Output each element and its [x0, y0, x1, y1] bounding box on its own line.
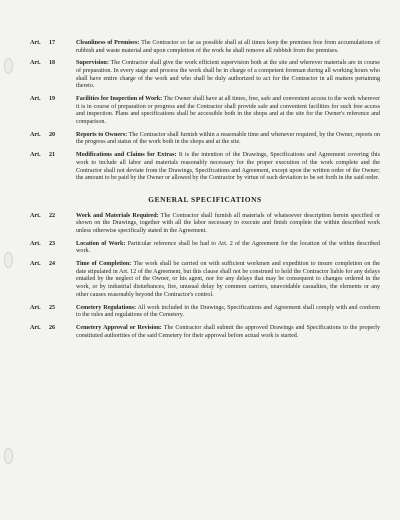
articles-bottom-list [30, 213, 380, 341]
article-18 [30, 60, 380, 90]
article-body [76, 305, 380, 320]
article-label-prefix: Art. [30, 212, 41, 219]
article-text: It is the intention of the Drawings, Specifications and Agreement covering this work to include all labor and materials reasonably necessary for the proper execution of the work complete and the Contractor shall not deviate from the Drawings, Specifications and Agreement, except upon the written order of the Owner; the amount to be paid by the Owner or allowed by the Contractor by virtue of such deviation to be set forth in the said order. [76, 152, 380, 182]
article-label-prefix: Art. [30, 304, 41, 311]
article-text: The Contractor so far as possible shall at all times keep the premises free from accumulations of rubbish and waste material and upon completion of the work he shall remove all rubbish from the premises. [76, 40, 380, 54]
article-label [30, 96, 76, 104]
article-text: Particular reference shall be had to Art. 2 of the Agreement for the location of the within described work. [76, 240, 380, 255]
article-body [76, 96, 380, 126]
document-body [30, 40, 380, 345]
punch-hole-mark [4, 58, 13, 74]
article-label-prefix: Art. [30, 261, 41, 268]
article-20 [30, 132, 380, 147]
article-title: Location of Work: [76, 240, 126, 247]
article-number: 19 [49, 96, 56, 103]
article-number: 21 [49, 152, 56, 159]
section-heading: GENERAL SPECIFICATIONS [148, 194, 262, 204]
article-text: The work shall be carried on with sufficient workmen and expedition to insure completion on the date stipulated in Art. 12 of the Agreement, but this clause shall not be construed to hold the Contractor liable for any delays entailed by the neglect of the Owner, or his agent, nor for any delays that may be consequent to changes ordered in the work, or by industrial disturbances, fire, unusual delay by common carriers, unavoidable casualties, the elements or any other causes reasonably beyond the Contractor's control. [76, 261, 380, 298]
article-body [76, 40, 380, 55]
article-22 [30, 213, 380, 236]
article-title: Reports to Owners: [76, 131, 128, 138]
article-label [30, 241, 76, 249]
article-body [76, 213, 380, 236]
article-body [76, 241, 380, 256]
article-19 [30, 96, 380, 126]
article-text: The Contractor shall furnish all materials of whatsoever description herein specified or shown on the Drawings, together with all the labor necessary to execute and finish complete the within described work unless otherwise specifically stated in the Agreement. [76, 212, 380, 234]
article-number: 24 [49, 261, 56, 268]
article-number: 22 [49, 212, 56, 219]
article-label-prefix: Art. [30, 325, 41, 331]
article-body [76, 261, 380, 299]
article-body [76, 132, 380, 147]
article-label-prefix: Art. [30, 152, 41, 159]
article-text: The Contractor shall furnish within a reasonable time and whenever required, by the Owner, reports on the progress and status of the work both in the shops and at the site. [76, 131, 380, 146]
article-text: The Owner shall have at all times, free, safe and convenient access to the work wherever it is in course of preparation or progress and the Contractor shall provide safe and convenient facilities for such free access and inspection. Plans and specifications shall be accessible both in the shops and at the site for the Owner's reference and comparison. [76, 96, 380, 125]
article-label-prefix: Art. [30, 240, 41, 247]
article-label-prefix: Art. [30, 40, 41, 46]
article-body [76, 152, 380, 182]
article-label [30, 261, 76, 269]
article-26 [30, 325, 380, 340]
article-number: 23 [49, 240, 56, 247]
article-label [30, 60, 76, 68]
article-label-prefix: Art. [30, 131, 41, 138]
article-number: 25 [49, 304, 56, 311]
article-number: 17 [49, 40, 56, 46]
article-title: Cemetery Regulations: [76, 304, 137, 311]
article-21 [30, 152, 380, 182]
article-title: Cleanliness of Premises: [76, 40, 140, 46]
article-title: Facilities for Inspection of Work: [76, 96, 163, 103]
article-label [30, 40, 76, 48]
punch-hole-mark [4, 252, 13, 268]
article-text: All work included in the Drawings, Specifications and Agreement shall comply with and conform to the rules and regulations of the Cemetery. [76, 304, 380, 319]
article-text: The Contractor shall submit the approved Drawings and Specifications to the properly constituted authorities of the said Cemetery for their approval before actual work is started. [76, 325, 381, 339]
article-25 [30, 305, 380, 320]
article-title: Work and Materials Required: [76, 212, 159, 219]
article-23 [30, 241, 380, 256]
article-body [76, 325, 380, 340]
article-label [30, 213, 76, 221]
article-body [76, 60, 380, 90]
article-label [30, 305, 76, 313]
article-number: 26 [49, 325, 56, 331]
article-number: 20 [49, 131, 56, 138]
article-label-prefix: Art. [30, 60, 41, 67]
article-label [30, 152, 76, 160]
article-title: Modifications and Claims for Extras: [76, 152, 177, 159]
article-title: Cemetery Approval or Revision: [76, 325, 162, 331]
article-label [30, 132, 76, 140]
punch-hole-mark [4, 448, 13, 464]
article-label-prefix: Art. [30, 96, 41, 103]
article-title: Time of Completion: [76, 261, 132, 268]
article-number: 18 [49, 60, 56, 67]
article-title: Supervision: [76, 60, 109, 67]
article-24 [30, 261, 380, 299]
article-text: The Contractor shall give the work efficient supervision both at the site and wherever materials are in course of preparation. In every stage and process the work shall be in charge of a competent foreman during all working hours who shall have entire charge of the work and who shall be duly authorized to act for the Contractor in all matters pertaining thereto. [76, 60, 380, 90]
articles-top-list [30, 40, 380, 183]
article-label [30, 325, 76, 333]
article-17 [30, 40, 380, 55]
